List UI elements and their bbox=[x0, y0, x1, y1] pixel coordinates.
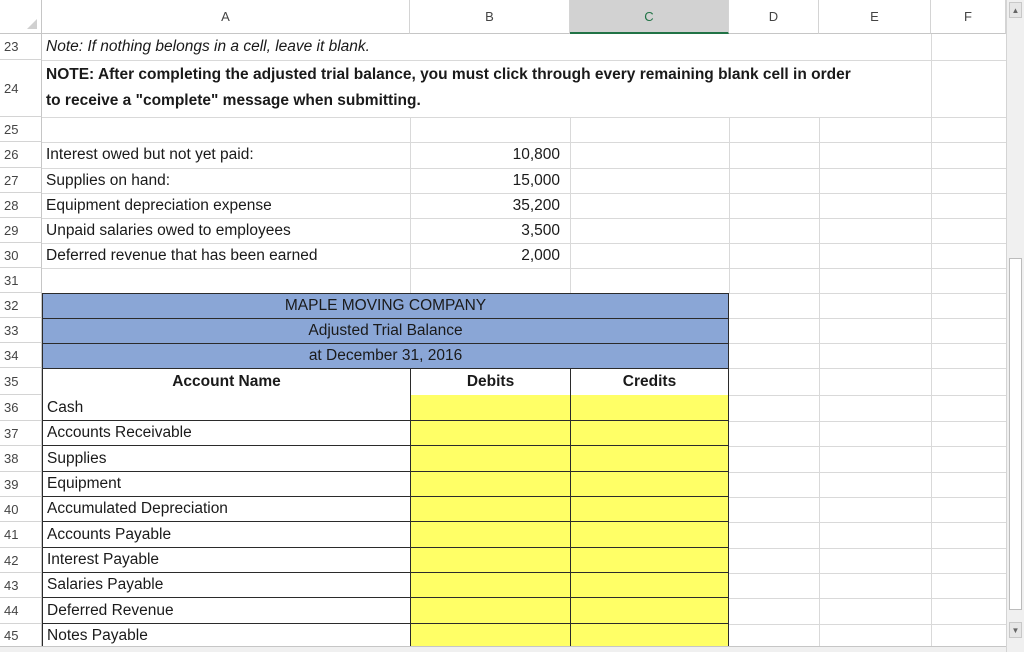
row-header-25[interactable]: 25 bbox=[0, 117, 42, 142]
fact-value: 35,200 bbox=[512, 196, 560, 214]
gridline bbox=[931, 34, 932, 646]
column-header-a[interactable]: A bbox=[42, 0, 410, 34]
row-header-36[interactable]: 36 bbox=[0, 395, 42, 421]
gridline bbox=[42, 60, 1006, 61]
gridline bbox=[729, 548, 1006, 549]
column-header-d[interactable]: D bbox=[729, 0, 819, 34]
fact-label: Unpaid salaries owed to employees bbox=[46, 221, 291, 239]
account-row: Supplies bbox=[42, 446, 411, 472]
gridline bbox=[729, 395, 1006, 396]
credit-input-deferred-revenue[interactable] bbox=[570, 598, 729, 624]
gridline bbox=[570, 117, 571, 142]
gridline bbox=[729, 318, 1006, 319]
select-all-triangle-icon bbox=[27, 19, 37, 29]
company-name-banner: MAPLE MOVING COMPANY bbox=[42, 293, 729, 319]
row-header-35[interactable]: 35 bbox=[0, 368, 42, 395]
debit-input-supplies[interactable] bbox=[410, 446, 571, 472]
gridline bbox=[42, 117, 1006, 118]
column-header-b[interactable]: B bbox=[410, 0, 570, 34]
debit-input-accounts-payable[interactable] bbox=[410, 522, 571, 548]
gridline bbox=[729, 598, 1006, 599]
credit-input-accumulated-depreciation[interactable] bbox=[570, 497, 729, 522]
debit-input-salaries-payable[interactable] bbox=[410, 573, 571, 598]
account-name-header: Account Name bbox=[42, 368, 411, 396]
row-header-34[interactable]: 34 bbox=[0, 343, 42, 368]
account-row: Notes Payable bbox=[42, 624, 411, 648]
row-header-24[interactable]: 24 bbox=[0, 60, 42, 117]
row-header-43[interactable]: 43 bbox=[0, 573, 42, 598]
account-row: Cash bbox=[42, 395, 411, 421]
report-title-banner: Adjusted Trial Balance bbox=[42, 318, 729, 344]
note-complete-line2: to receive a "complete" message when submitting. bbox=[46, 92, 421, 109]
column-header-e[interactable]: E bbox=[819, 0, 931, 34]
gridline bbox=[729, 446, 1006, 447]
row-header-30[interactable]: 30 bbox=[0, 243, 42, 268]
fact-label: Equipment depreciation expense bbox=[46, 196, 272, 214]
row-header-41[interactable]: 41 bbox=[0, 522, 42, 548]
fact-value: 10,800 bbox=[512, 146, 560, 163]
row-header-37[interactable]: 37 bbox=[0, 421, 42, 446]
fact-value: 3,500 bbox=[521, 221, 560, 239]
note-leave-blank: Note: If nothing belongs in a cell, leave it blank. bbox=[46, 38, 370, 55]
credit-input-equipment[interactable] bbox=[570, 472, 729, 497]
row-header-32[interactable]: 32 bbox=[0, 293, 42, 318]
select-all-corner[interactable] bbox=[0, 0, 42, 34]
gridline bbox=[729, 472, 1006, 473]
row-header-44[interactable]: 44 bbox=[0, 598, 42, 624]
fact-label: Supplies on hand: bbox=[46, 171, 171, 189]
credit-input-notes-payable[interactable] bbox=[570, 624, 729, 648]
row-header-42[interactable]: 42 bbox=[0, 548, 42, 573]
chevron-down-icon: ▼ bbox=[1011, 625, 1020, 635]
row-header-31[interactable]: 31 bbox=[0, 268, 42, 293]
fact-label: Deferred revenue that has been earned bbox=[46, 246, 318, 264]
gridline bbox=[729, 343, 1006, 344]
row-header-26[interactable]: 26 bbox=[0, 142, 42, 168]
credit-input-salaries-payable[interactable] bbox=[570, 573, 729, 598]
report-date-banner: at December 31, 2016 bbox=[42, 343, 729, 369]
debit-input-interest-payable[interactable] bbox=[410, 548, 571, 573]
fact-label: Interest owed but not yet paid: bbox=[46, 146, 254, 163]
debit-input-notes-payable[interactable] bbox=[410, 624, 571, 648]
chevron-up-icon: ▲ bbox=[1011, 5, 1020, 15]
gridline bbox=[729, 624, 1006, 625]
row-header-38[interactable]: 38 bbox=[0, 446, 42, 472]
gridline bbox=[729, 368, 1006, 369]
account-row: Deferred Revenue bbox=[42, 598, 411, 624]
gridline bbox=[42, 268, 1006, 269]
scrollbar-thumb[interactable] bbox=[1009, 258, 1022, 610]
account-row: Salaries Payable bbox=[42, 573, 411, 598]
note-complete-line1: NOTE: After completing the adjusted trial balance, you must click through every remaining blank cell in order bbox=[46, 66, 851, 83]
gridline bbox=[570, 142, 571, 293]
row-header-28[interactable]: 28 bbox=[0, 193, 42, 218]
row-header-39[interactable]: 39 bbox=[0, 472, 42, 497]
horizontal-scrollbar[interactable] bbox=[0, 646, 1006, 652]
credit-input-supplies[interactable] bbox=[570, 446, 729, 472]
account-row: Equipment bbox=[42, 472, 411, 497]
column-header-f[interactable]: F bbox=[931, 0, 1006, 34]
account-row: Interest Payable bbox=[42, 548, 411, 573]
credit-input-cash[interactable] bbox=[570, 395, 729, 421]
account-row: Accounts Receivable bbox=[42, 421, 411, 446]
credits-header: Credits bbox=[570, 368, 729, 396]
gridline bbox=[729, 522, 1006, 523]
fact-value: 2,000 bbox=[521, 246, 560, 264]
debits-header: Debits bbox=[410, 368, 571, 396]
debit-input-equipment[interactable] bbox=[410, 472, 571, 497]
debit-input-accounts-receivable[interactable] bbox=[410, 421, 571, 446]
gridline bbox=[410, 117, 411, 142]
fact-value: 15,000 bbox=[512, 171, 560, 189]
debit-input-accumulated-depreciation[interactable] bbox=[410, 497, 571, 522]
scroll-down-button[interactable] bbox=[1009, 622, 1022, 638]
debit-input-cash[interactable] bbox=[410, 395, 571, 421]
gridline bbox=[819, 117, 820, 646]
credit-input-accounts-receivable[interactable] bbox=[570, 421, 729, 446]
row-header-33[interactable]: 33 bbox=[0, 318, 42, 343]
row-header-23[interactable]: 23 bbox=[0, 34, 42, 60]
credit-input-interest-payable[interactable] bbox=[570, 548, 729, 573]
row-header-29[interactable]: 29 bbox=[0, 218, 42, 243]
debit-input-deferred-revenue[interactable] bbox=[410, 598, 571, 624]
gridline bbox=[729, 117, 730, 293]
account-row: Accumulated Depreciation bbox=[42, 497, 411, 522]
row-header-45[interactable]: 45 bbox=[0, 624, 42, 648]
account-row: Accounts Payable bbox=[42, 522, 411, 548]
row-header-40[interactable]: 40 bbox=[0, 497, 42, 522]
column-header-c[interactable]: C bbox=[570, 0, 729, 34]
scroll-up-button[interactable] bbox=[1009, 2, 1022, 18]
gridline bbox=[729, 497, 1006, 498]
gridline bbox=[729, 573, 1006, 574]
vertical-scrollbar[interactable] bbox=[1006, 0, 1024, 652]
credit-input-accounts-payable[interactable] bbox=[570, 522, 729, 548]
row-header-27[interactable]: 27 bbox=[0, 168, 42, 193]
gridline bbox=[729, 421, 1006, 422]
